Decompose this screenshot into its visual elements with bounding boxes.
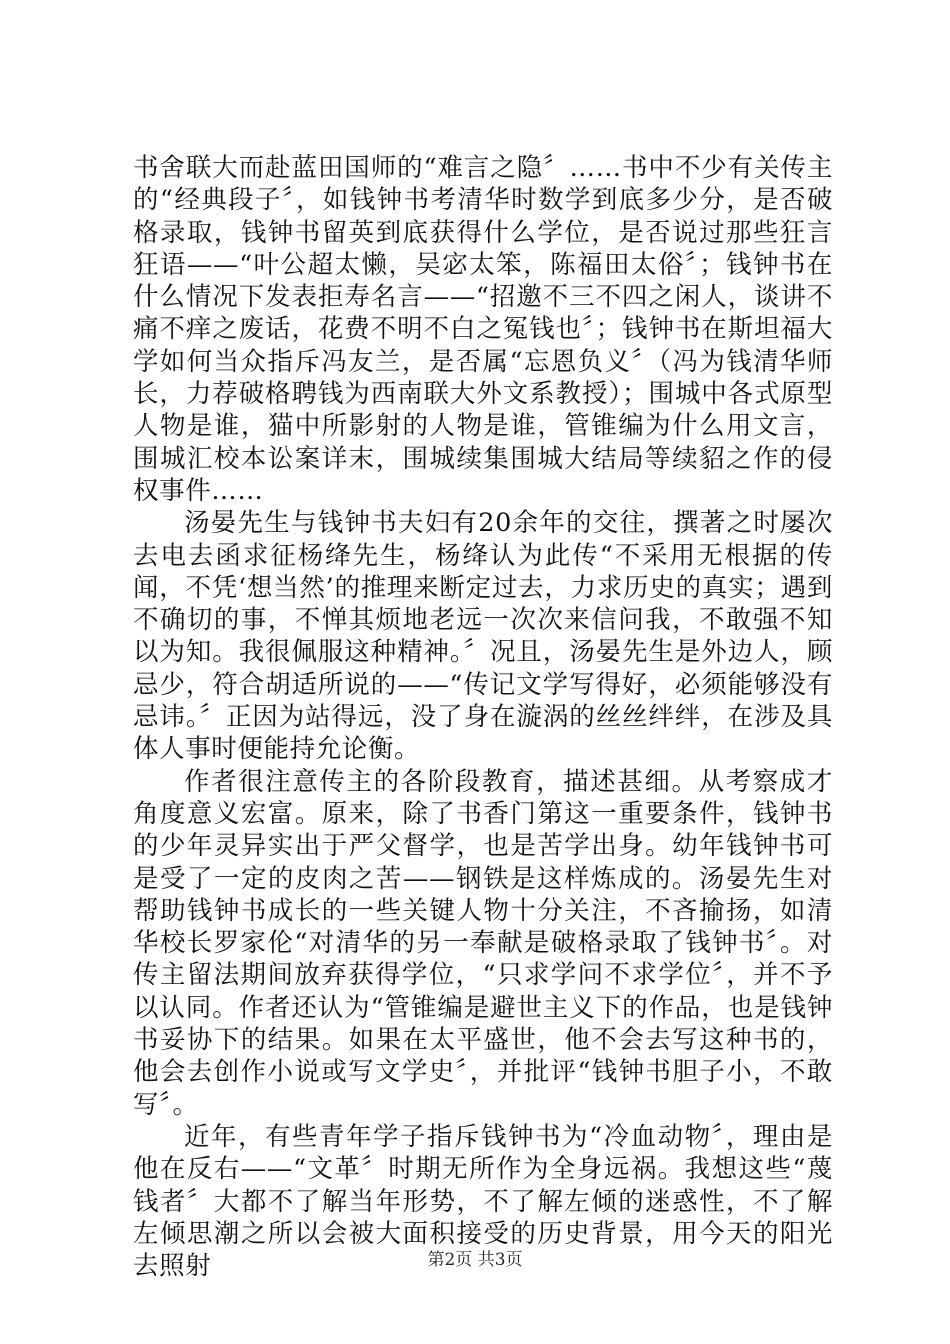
paragraph-4: 近年，有些青年学子指斥钱钟书为“冷血动物〞，理由是他在反右——“文革〞时期无所作为全身远祸。我想这些“蔑钱者〞大都不了解当年形势，不了解左倾的迷惑性，不了解左倾思潮之所以会被大面积接受的历史背景，用今天的阳光去照射: [133, 1121, 833, 1282]
paragraph-1: 书舍联大而赴蓝田国师的“难言之隐〞……书中不少有关传主的“经典段子〞，如钱钟书考清华时数学到底多少分，是否破格录取，钱钟书留英到底获得什么学位，是否说过那些狂言狂语——“叶公超太懒，吴宓太笨，陈福田太俗〞；钱钟书在什么情况下发表拒寿名言——“招邀不三不四之闲人，谈讲不痛不痒之废话，花费不明不白之冤钱也〞；钱钟书在斯坦福大学如何当众指斥冯友兰，是否属“忘恩负义〞（冯为钱清华师长，力荐破格聘钱为西南联大外文系教授）；围城中各式原型人物是谁，猫中所影射的人物是谁，管锥编为什么用文言，围城汇校本讼案详末，围城续集围城大结局等续貂之作的侵权事件……: [133, 153, 833, 506]
paragraph-3: 作者很注意传主的各阶段教育，描述甚细。从考察成才角度意义宏富。原来，除了书香门第这一重要条件，钱钟书的少年灵异实出于严父督学，也是苦学出身。幼年钱钟书可是受了一定的皮肉之苦——钢铁是这样炼成的。汤晏先生对帮助钱钟书成长的一些关键人物十分关注，不吝揄扬，如清华校长罗家伦“对清华的另一奉献是破格录取了钱钟书〞。对传主留法期间放弃获得学位，“只求学问不求学位〞，并不予以认同。作者还认为“管锥编是避世主义下的作品，也是钱钟书妥协下的结果。如果在太平盛世，他不会去写这种书的，他会去创作小说或写文学史〞，并批评“钱钟书胆子小，不敢写〞。: [133, 766, 833, 1120]
document-body: [133, 152, 833, 1282]
paragraph-2: 汤晏先生与钱钟书夫妇有20余年的交往，撰著之时屡次去电去函求征杨绛先生，杨绛认为此传“不采用无根据的传闻，不凭‘想当然’的推理来断定过去，力求历史的真实；遇到不确切的事，不惮其烦地老远一次次来信问我，不敢强不知以为知。我很佩服这种精神。〞况且，汤晏先生是外边人，顾忌少，符合胡适所说的——“传记文学写得好，必须能够没有忌讳。〞正因为站得远，没了身在漩涡的丝丝绊绊，在涉及具体人事时便能持允论衡。: [133, 508, 833, 765]
page-number-label: 第2页 共3页: [427, 1250, 523, 1270]
page-footer: [0, 1249, 950, 1271]
